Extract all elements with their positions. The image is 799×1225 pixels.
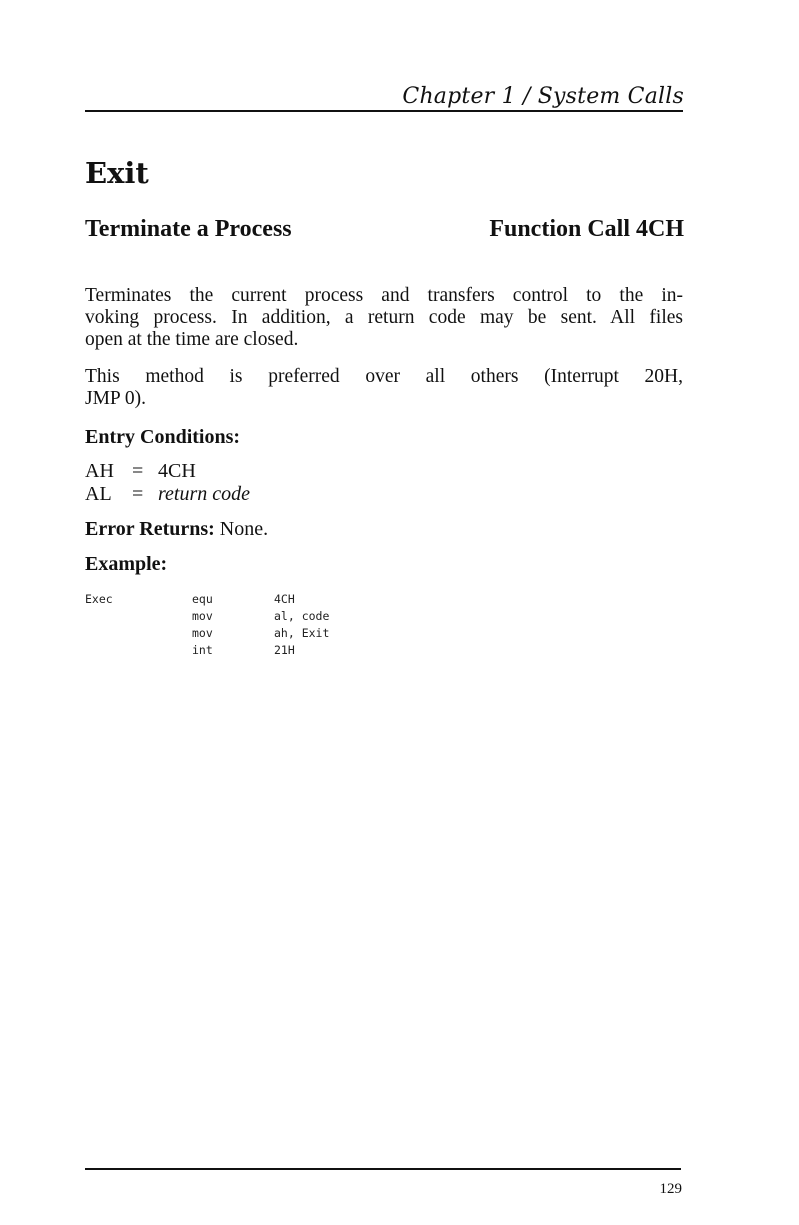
register-name: AL (85, 483, 112, 505)
register-line-ah (85, 460, 196, 483)
error-returns-value: None. (219, 518, 269, 540)
error-returns-heading: Error Returns: (85, 518, 215, 540)
code-op: mov (192, 626, 213, 640)
paragraph-1-line: Terminates the current process and transfers control to the in- (85, 285, 683, 306)
running-header: Chapter 1 / System Calls (402, 84, 684, 109)
code-op: equ (192, 592, 213, 606)
page-title: Exit (85, 156, 149, 190)
register-name: AH (85, 460, 114, 482)
paragraph-2-line: JMP 0). (85, 388, 147, 409)
code-arg: ah, Exit (274, 626, 330, 640)
register-value: 4CH (158, 460, 196, 482)
page-number: 129 (659, 1181, 682, 1197)
code-op: mov (192, 609, 213, 623)
code-line (85, 609, 485, 625)
function-call-heading: Function Call 4CH (489, 216, 684, 242)
code-line (85, 592, 485, 608)
code-line (85, 643, 485, 659)
code-label: Exec (85, 592, 113, 606)
register-value: return code (158, 483, 251, 505)
function-description-heading: Terminate a Process (85, 216, 292, 242)
paragraph-2 (85, 366, 683, 410)
error-returns-line (85, 518, 268, 541)
code-line (85, 626, 485, 642)
example-heading: Example: (85, 553, 168, 575)
code-arg: 21H (274, 643, 295, 657)
register-equals: = (132, 460, 144, 482)
paragraph-1-line: voking process. In addition, a return code may be sent. All files (85, 307, 683, 328)
entry-conditions-heading: Entry Conditions: (85, 426, 241, 448)
register-equals: = (132, 483, 144, 505)
paragraph-2-line: This method is preferred over all others (Interrupt 20H, (85, 366, 683, 387)
code-op: int (192, 643, 213, 657)
code-arg: al, code (274, 609, 330, 623)
paragraph-1 (85, 285, 683, 351)
code-arg: 4CH (274, 592, 295, 606)
register-line-al (85, 483, 250, 506)
paragraph-1-line: open at the time are closed. (85, 329, 299, 350)
header-rule (85, 110, 683, 112)
footer-rule (85, 1168, 681, 1170)
